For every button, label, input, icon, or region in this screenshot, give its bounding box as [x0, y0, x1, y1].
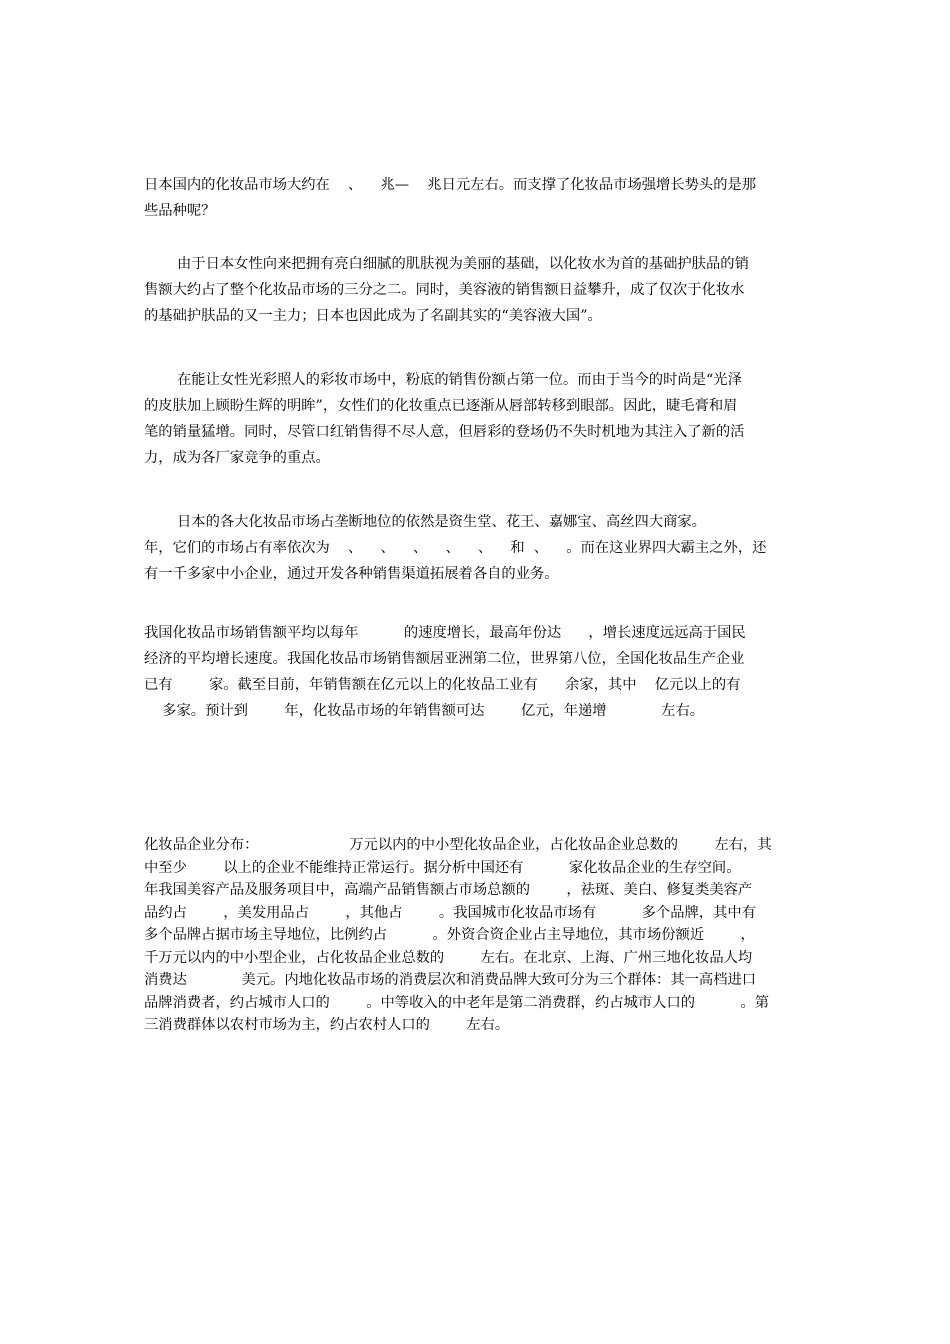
text-line: 消费达 美元。内地化妆品市场的消费层次和消费品牌大致可分为三个群体：其一高档进口 — [144, 972, 757, 988]
text-line: 笔的销量猛增。同时，尽管口红销售得不尽人意，但唇彩的登场仍不失时机地为其注入了新的活 — [144, 424, 745, 440]
paragraph-skincare — [144, 251, 812, 329]
paragraph-makeup — [144, 367, 812, 471]
text-line: 我国化妆品市场销售额平均以每年 的速度增长，最高年份达 ，增长速度远远高于国民 — [144, 625, 746, 641]
paragraph-major-companies — [144, 509, 812, 587]
text-line: 售额大约占了整个化妆品市场的三分之二。同时，美容液的销售额日益攀升，成了仅次于化妆水 — [144, 282, 745, 298]
text-line: 化妆品企业分布： 万元以内的中小型化妆品企业，占化妆品企业总数的 左右，其 — [144, 837, 772, 853]
text-line: 的基础护肤品的又一主力；日本也因此成为了名副其实的“美容液大国”。 — [144, 308, 602, 324]
text-line: 力，成为各厂家竞争的重点。 — [144, 450, 330, 466]
text-line: 经济的平均增长速度。我国化妆品市场销售额居亚洲第二位，世界第八位，全国化妆品生产企业 — [144, 651, 745, 667]
text-line: 些品种呢？ — [144, 203, 216, 219]
text-line: 年我国美容产品及服务项目中，高端产品销售额占市场总额的 ，祛斑、美白、修复类美容产 — [144, 882, 753, 898]
text-line: 已有 家。截至目前，年销售额在亿元以上的化妆品工业有 余家，其中 亿元以上的有 — [144, 677, 741, 693]
text-line: 由于日本女性向来把拥有亮白细腻的肌肤视为美丽的基础，以化妆水为首的基础护肤品的销 — [177, 256, 749, 272]
text-line: 日本的各大化妆品市场占垄断地位的依然是资生堂、花王、嘉娜宝、高丝四大商家。 — [177, 514, 706, 530]
text-line: 品牌消费者，约占城市人口的 。中等收入的中老年是第二消费群，约占城市人口的 。第 — [144, 994, 770, 1011]
paragraph-china-market — [144, 620, 812, 724]
text-line: 多家。预计到 年，化妆品市场的年销售额可达 亿元，年递增 左右。 — [144, 703, 705, 719]
text-line: 品约占 ，美发用品占 ，其他占 。我国城市化妆品市场有 多个品牌，其中有 — [144, 904, 757, 921]
text-line: 多个品牌占据市场主导地位，比例约占 。外资合资企业占主导地位，其市场份额近 ， — [144, 927, 755, 943]
text-line: 中至少 以上的企业不能维持正常运行。据分析中国还有 家化妆品企业的生存空间。 — [144, 859, 741, 876]
text-line: 在能让女性光彩照人的彩妆市场中，粉底的销售份额占第一位。而由于当今的时尚是“光泽 — [177, 372, 742, 388]
text-line: 年，它们的市场占有率依次为 、 、 、 、 、 和 、 。而在这业界四大霸主之外，还 — [144, 540, 767, 556]
text-line: 日本国内的化妆品市场大约在 、 兆— 兆日元左右。而支撑了化妆品市场强增长势头的是那 — [144, 177, 757, 193]
paragraph-japan-market-size — [144, 172, 812, 224]
text-line: 三消费群体以农村市场为主，约占农村人口的 左右。 — [144, 1017, 510, 1033]
text-line: 有一千多家中小企业，通过开发各种销售渠道拓展着各自的业务。 — [144, 566, 559, 582]
text-line: 的皮肤加上顾盼生辉的明眸”，女性们的化妆重点已逐渐从唇部转移到眼部。因此，睫毛膏和眉 — [144, 398, 738, 414]
paragraph-enterprise-distribution — [144, 834, 812, 1037]
text-line: 千万元以内的中小型企业，占化妆品企业总数的 左右。在北京、上海、广州三地化妆品人均 — [144, 949, 753, 966]
